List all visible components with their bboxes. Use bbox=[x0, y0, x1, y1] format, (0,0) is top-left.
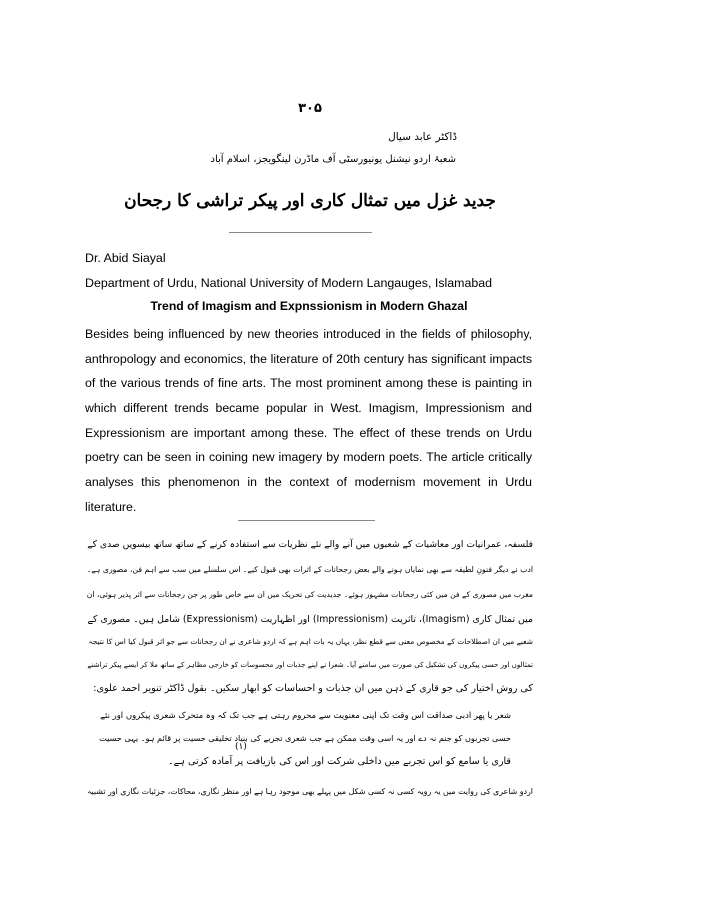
abstract-line: literature. bbox=[85, 499, 137, 514]
urdu-paragraph-line: تمثالوں اور حسی پیکروں کی تشکیل کی صورت میں سامنے آیا۔ شعرا نے اپنے جذبات اور محسوسات کو خارجی مظاہر کے ساتھ ملا کر ایسے پیکر تراشنے bbox=[87, 660, 533, 669]
abstract-line: anthropology and economics, the literature of 20th century has significant impacts bbox=[85, 351, 532, 366]
urdu-paragraph-line: شعبے میں ان اصطلاحات کے مخصوص معنی سے قطع نظر، یہاں یہ بات اہم ہے کہ اردو شاعری نے ان رجحانات سے جو اثر قبول کیا اس کا نتیجہ bbox=[88, 637, 533, 646]
urdu-paragraph-line: میں تمثال کاری (Imagism)، تاثریت (Impressionism) اور اظہاریت (Expressionism) شامل ہیں۔ مصوری کے bbox=[87, 614, 533, 625]
affiliation-urdu: شعبۂ اردو نیشنل یونیورسٹی آف ماڈرن لینگویجز، اسلام آباد bbox=[210, 154, 456, 165]
urdu-paragraph-line: ادب نے دیگر فنونِ لطیفہ سے بھی نمایاں ہونے والے بعض رجحانات کے اثرات بھی قبول کیے۔ اس سلسلے میں سب سے اہم فن، مصوری ہے۔ bbox=[86, 565, 533, 574]
urdu-paragraph-line: کی روش اختیار کی جو قاری کے ذہن میں ان جذبات و احساسات کو ابھار سکیں۔ بقول ڈاکٹر تنویر احمد علوی: bbox=[93, 683, 533, 694]
author-urdu: ڈاکٹر عابد سیال bbox=[388, 131, 457, 143]
page-number: ۳۰۵ bbox=[298, 101, 322, 116]
abstract-line: analyses this phenomenon in the context of modernism movement in Urdu bbox=[85, 475, 532, 490]
urdu-body bbox=[78, 0, 533, 924]
urdu-paragraph-line: فلسفہ، عمرانیات اور معاشیات کے شعبوں میں آنے والے نئے نظریات سے استفادہ کرنے کے ساتھ ساتھ بیسویں صدی کے bbox=[87, 539, 533, 550]
article-title-urdu: جدید غزل میں تمثال کاری اور پیکر تراشی کا رجحان bbox=[124, 190, 496, 210]
urdu-paragraph-line: اردو شاعری کی روایت میں یہ رویہ کسی نہ کسی شکل میں پہلے بھی موجود رہا ہے اور منظر نگاری، محاکات، جزئیات نگاری اور تشبیہ bbox=[86, 787, 533, 796]
quote-line: حسی تجربوں کو جنم نہ دے اور یہ اسی وقت ممکن ہے جب شعری تجربے کی بنیاد تخلیقی حسیت پر قائم ہو۔ یہی حسیت bbox=[99, 733, 511, 743]
quote-line: شعر یا پھر ادبی صداقت اس وقت تک اپنی معنویت سے محروم رہتی ہے جب تک کہ وہ متحرک شعری پیکروں اور نئے bbox=[100, 710, 511, 720]
abstract-line: of the various trends of fine arts. The most prominent among these is painting in bbox=[85, 376, 532, 391]
abstract-line: Besides being influenced by new theories introduced in the fields of philosophy, bbox=[85, 327, 532, 341]
quote-line: قاری یا سامع کو اس تجربے میں داخلی شرکت اور اس کی بازیافت پر آمادہ کرتی ہے۔ bbox=[168, 756, 511, 767]
abstract-line: poetry can be seen in coining new imagery by modern poets. The article critically bbox=[85, 450, 532, 465]
abstract-line: Expressionism are important among these. The effect of these trends on Urdu bbox=[85, 425, 532, 440]
footnote-reference: (۱) bbox=[235, 742, 247, 752]
department-english: Department of Urdu, National University of Modern Langauges, Islamabad bbox=[85, 276, 493, 290]
author-english: Dr. Abid Siayal bbox=[85, 251, 166, 265]
article-title-english: Trend of Imagism and Expnssionism in Modern Ghazal bbox=[150, 299, 468, 313]
abstract-line: which different trends became popular in West. Imagism, Impressionism and bbox=[85, 401, 532, 416]
urdu-paragraph-line: مغرب میں مصوری کے فن میں کئی رجحانات مشہور ہوئے۔ جدیدیت کی تحریک میں ان سے خاص طور پر جن رجحانات سے اثر پذیر ہوئی، ان bbox=[86, 590, 533, 599]
